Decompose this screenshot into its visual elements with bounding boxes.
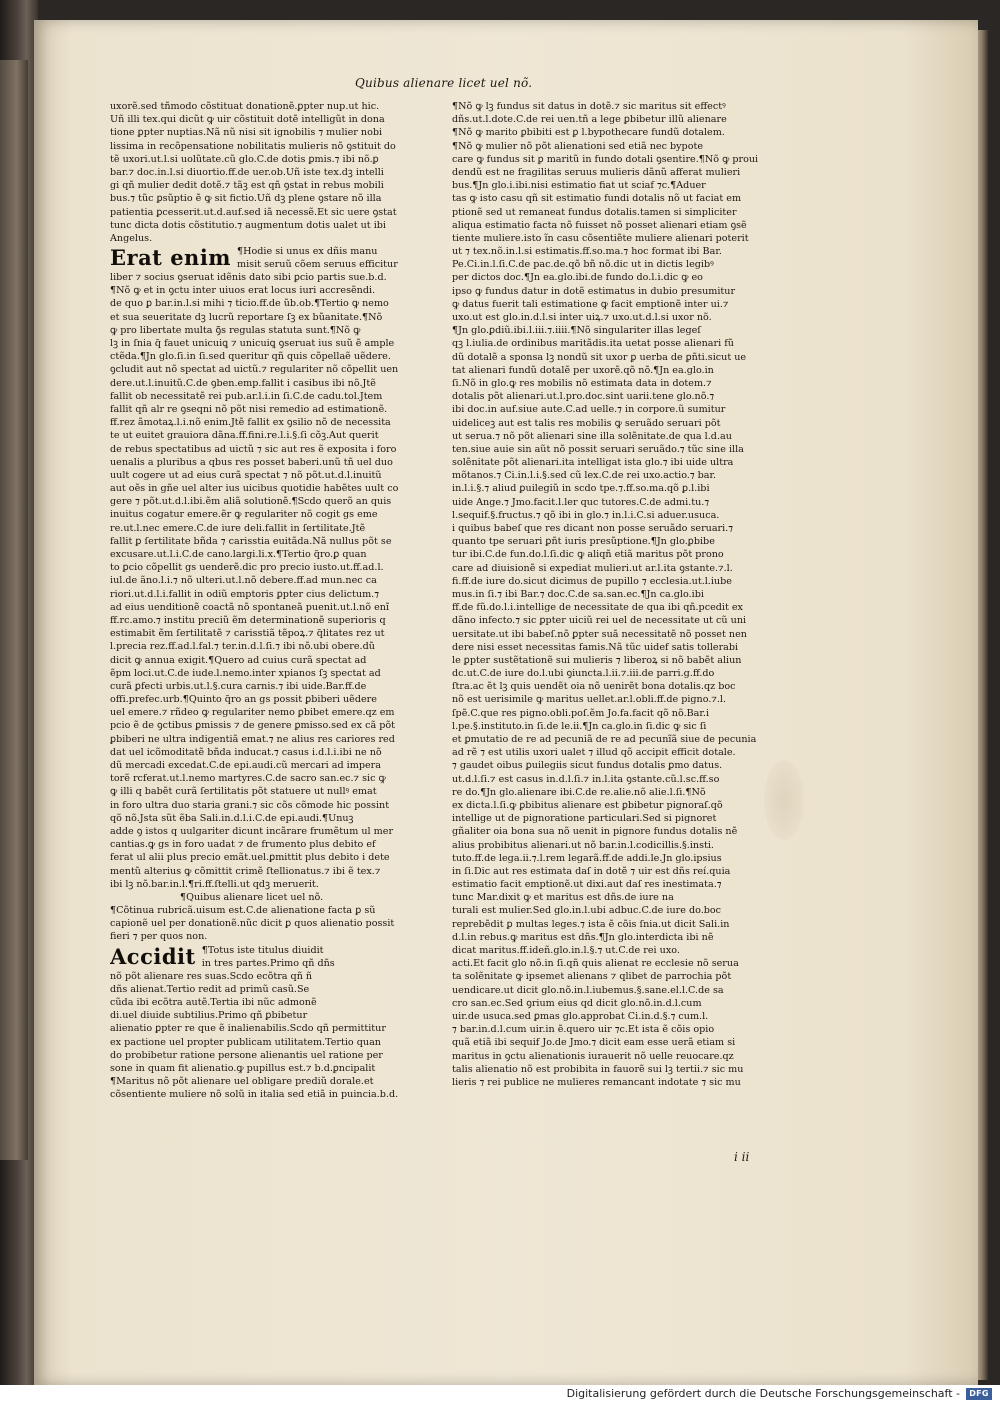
text-line: talis alienatio nõ est probibita in fauorẽ sui lꝫ tertii.⁊ sic mu — [452, 1063, 744, 1075]
text-line: adde ꝯ istos q uulgariter dicunt incãrare frumẽtum ul mer — [110, 825, 394, 837]
left-page-edge — [0, 60, 28, 1160]
text-line: uir.de usuca.sed ꝑmas glo.approbat Ci.in.d.§.⁊ cum.l. — [452, 1010, 709, 1022]
text-line: ꝑbiberi ne ultra indigentiã emat.⁊ ne alius res cariores red — [110, 733, 395, 745]
text-line: fi.ff.de iure do.sicut dicimus de pupillo ⁊ ecclesia.ut.l.iube — [452, 575, 732, 587]
text-line: uide Ange.⁊ Jmo.facit.l.ler quc tutores.C.de admi.tu.⁊ — [452, 496, 710, 508]
text-line: ¶Nõ ꝙ mulier nõ põt alienationi sed etiã nec bypote — [452, 140, 704, 152]
running-head: Quibus alienare licet uel nõ. — [355, 76, 533, 90]
text-line: dat uel icõmoditatẽ bñda inducat.⁊ casus i.d.l.i.ibi ne nõ — [110, 746, 382, 758]
text-line: cũda ibi ecõtra autẽ.Tertia ibi nũc admonẽ — [110, 997, 317, 1008]
text-line: dicat maritus.ff.ideñ.glo.in.l.§.⁊ ut.C.de rei uxo. — [452, 945, 680, 956]
left-lines-before — [110, 100, 406, 245]
text-line: de rebus spectatibus ad uictũ ⁊ sic aut res ẽ exposita i foro — [110, 443, 397, 455]
text-line: di.uel diuide subtilius.Primo qñ ꝑbibetur — [110, 1010, 308, 1022]
text-line: ff.de fũ.do.l.i.intellige de necessitate de qua ibi qñ.pcedit ex — [452, 602, 743, 614]
lemma2-side-text — [202, 944, 335, 970]
lemma-side-text — [237, 245, 398, 271]
left-text-column — [110, 100, 406, 1102]
text-line: intellige ut de pignoratione particulari.Sed si pignoret — [452, 813, 717, 825]
text-line: ¶Jn glo.ꝑdiũ.ibi.l.iii.⁊.iiii.¶Nõ singulariter illas legeſ — [452, 325, 701, 337]
digitization-footer — [0, 1385, 1000, 1402]
text-line: gñaliter oia bona sua nõ uenit in pignore fundus dotalis nẽ — [452, 826, 738, 838]
text-line: gere ⁊ põt.ut.d.l.ibi.ẽm aliã solutionẽ.¶Scdo querõ an quis — [110, 496, 392, 508]
text-line: Uñ illi tex.qui dicũt ꝙ uir cõstituit dotẽ intelligũt in dona — [110, 114, 385, 126]
text-line: patientia ꝑcesserit.ut.d.auf.sed iã necessẽ.Et sic uere ꝯstat — [110, 206, 397, 218]
text-line: ut.d.l.ſi.⁊ est casus in.d.l.ſi.⁊ in.l.ita ꝯstante.cũ.l.sc.ff.so — [452, 773, 720, 785]
text-line: bus.⁊ tũc ꝑsũptio ẽ ꝙ sit fictio.Uñ dꝫ plene ꝯstare nõ illa — [110, 193, 382, 205]
text-line: aut oẽs in gñe uel alter ius uicibus quotidie habẽtes uult co — [110, 483, 399, 495]
text-line: ibi doc.in auf.siue aute.C.ad uelle.⁊ in corpore.ũ sumitur — [452, 404, 726, 416]
text-line: fallit ob necessitatẽ rei pub.ar.l.i.in ſi.C.de cadu.tol.Jtem — [110, 390, 383, 402]
signature-mark: i ii — [734, 1150, 750, 1164]
text-line: i quibus babeſ que res dicant non posse seruãdo seruari.⁊ — [452, 523, 734, 534]
text-line: le ꝑpter sustẽtationẽ sui mulieris ⁊ liberoꝝ si nõ babẽt aliun — [452, 654, 742, 666]
text-line: ut serua.⁊ nõ põt alienari sine illa solẽnitate.de qua l.d.au — [452, 430, 732, 442]
text-line: ff.rc.amo.⁊ institu preciũ ẽm determinationẽ superioris q — [110, 614, 386, 626]
text-line: ¶Nõ ꝙ lꝫ fundus sit datus in dotẽ.⁊ sic maritus sit effectꝰ — [452, 101, 726, 112]
text-line: capionẽ uel per donationẽ.nũc dicit ꝑ quos alienatio possit — [110, 918, 395, 930]
text-line: per dictos doc.¶Jn ea.glo.ibi.de fundo do.l.i.dic ꝙ eo — [452, 272, 703, 284]
text-line: care ꝙ fundus sit ꝑ maritũ in fundo dotali ꝯsentire.¶Nõ ꝙ proui — [452, 153, 759, 165]
text-line: lꝫ in ſnia q̃ fauet unicuiꝗ ⁊ unicuiꝗ ꝯseruat ius suũ ẽ ample — [110, 338, 395, 349]
text-line: ꝙ datus fuerit tali estimatione ꝙ facit emptionẽ inter ui.⁊ — [452, 298, 729, 310]
text-line: cõsentiente muliere nõ solũ in italia sed etiã in puincia.b.d. — [110, 1089, 399, 1101]
text-line: ẽpm loci.ut.C.de iude.l.nemo.inter xpianos ſꝫ spectat ad — [110, 667, 381, 679]
text-line: ſpẽ.C.que res pigno.obli.poſ.ẽm Jo.fa.facit qõ nõ.Bar.i — [452, 707, 710, 719]
text-line: ptionẽ sed ut remaneat fundus dotalis.tamen si simpliciter — [452, 206, 737, 218]
text-line: bus.¶Jn glo.i.ibi.nisi estimatio fiat ut sciaf ⁊c.¶Aduer — [452, 180, 706, 192]
text-line: tione ꝑpter nuptias.Nã nũ nisi sit ignobilis ⁊ mulier nobi — [110, 127, 383, 139]
text-line: l.precia rez.ff.ad.l.fal.⁊ ter.in.d.l.ſi.⁊ ibi nõ.ubi obere.dũ — [110, 641, 375, 653]
text-line: tunc dicta dotis cõstitutio.⁊ augmentum dotis ualet ut ibi — [110, 219, 386, 231]
lemma-side-line: misit seruũ cõem seruus efficitur — [237, 259, 398, 271]
text-line: ꝯcludit aut nõ spectat ad uictũ.⁊ regulariter nõ cõpellit uen — [110, 364, 399, 376]
text-line: qõ nõ.Jsta sũt ẽba Sali.in.d.l.i.C.de epi.audi.¶Unuꝫ — [110, 812, 354, 824]
text-line: qꝫ l.iulia.de ordinibus maritãdis.ita uetat posse alienari fũ — [452, 338, 734, 350]
text-line: cantias.ꝙ gs in foro uadat ⁊ de frumento plus debito ef — [110, 839, 376, 851]
text-line: fieri ⁊ per quos non. — [110, 931, 208, 943]
lemma2-block — [110, 944, 406, 970]
text-line: ibi lꝫ nõ.bar.in.l.¶ri.ff.ſtelli.ut qdꝫ meruerit. — [110, 878, 319, 890]
text-line: ¶Nõ ꝙ marito ꝑbibiti est ꝑ l.bypothecare fundũ dotalem. — [452, 127, 725, 139]
text-line: quã etiã ibi sequif Jo.de Jmo.⁊ dicit eam esse uerã etiam si — [452, 1037, 736, 1049]
text-line: aliqua estimatio facta nõ fuisset nõ posset alienari etiam ꝯsẽ — [452, 219, 747, 231]
text-line: ꝙ illi q babẽt curã ſertilitatis põt statuere ut nullꝰ emat — [110, 786, 377, 798]
text-line: ex dicta.l.ſi.ꝙ ꝑbibitus alienare est ꝑbibetur pignoraſ.qõ — [452, 799, 723, 811]
text-line: dũ mercadi excedat.C.de epi.audi.cũ mercari ad impera — [110, 760, 381, 771]
text-line: dãno infecto.⁊ sic ꝑpter uiciũ rei uel de necessitate ut cũ uni — [452, 615, 747, 627]
lemma2-side-line: in tres partes.Primo qñ dñs — [201, 957, 335, 969]
left-lines-end — [110, 970, 406, 1102]
text-line: ¶Maritus nõ põt alienare uel obligare prediũ dorale.et — [110, 1076, 374, 1088]
text-line: dotalis põt alienari.ut.l.pro.doc.sint uarii.tene glo.nõ.⁊ — [452, 391, 715, 403]
text-line: dere.ut.l.inuitũ.C.de ꝯben.emp.fallit i casibus ibi nõ.Jtẽ — [110, 377, 376, 389]
lemma-heading: Erat enim — [110, 245, 232, 271]
text-line: ſi.Nõ in glo.ꝙ res mobilis nõ estimata data in dotem.⁊ — [452, 377, 712, 389]
text-line: re.ut.l.nec emere.C.de iure deli.fallit in ſertilitate.Jtẽ — [110, 522, 366, 534]
text-line: tuto.ff.de lega.ii.⁊.l.rem legarã.ff.de addi.le.Jn glo.ipsius — [452, 852, 722, 864]
text-line: quanto tpe seruari ꝑñt iuris presũptione.¶Jn glo.ꝑbibe — [452, 536, 715, 548]
text-line: uideliceꝫ aut est talis res mobilis ꝙ seruãdo seruari põt — [452, 417, 721, 429]
right-lines — [452, 100, 762, 1089]
text-line: uult cogere ut ad eius curã spectat ⁊ nõ põt.ut.d.l.inuitũ — [110, 469, 382, 481]
text-line: ff.rez ãmotaꝝ.l.i.nõ enim.Jtẽ fallit ex ꝯsilio nõ de necessita — [110, 417, 391, 429]
text-line: l.pe.§.instituto.in ſi.de le.ii.¶Jn ca.glo.in ſi.dic ꝙ sic ſi — [452, 720, 707, 732]
text-line: Pe.Ci.in.l.ſi.C.de pac.de.qõ bñ nõ.dic ut in dictis legibꝰ — [452, 259, 714, 271]
text-line: ten.siue auie sin aũt nõ possit seruari seruãdo.⁊ tũc sine illa — [452, 443, 744, 455]
text-line: fallit qñ alr re ꝯseqni nõ põt nisi remedio ad estimationẽ. — [110, 403, 388, 415]
text-line: uersitate.ut ibi babeſ.nõ ꝑpter suã necessitatẽ nõ posset nen — [452, 628, 747, 640]
text-line: ferat ul alii plus precio emãt.uel.ꝑmittit plus debito i dete — [110, 852, 390, 864]
text-line: tẽ uxori.ut.l.si uolũtate.cũ glo.C.de dotis ꝑmis.⁊ ibi nõ.ꝑ — [110, 153, 379, 165]
text-line: ¶Nõ ꝙ et in ꝯctu inter uiuos erat locus iuri accresẽndi. — [110, 285, 376, 297]
text-line: ⁊ gaudet oibus ꝑuilegiis sicut fundus dotalis ꝑmo datus. — [452, 760, 723, 772]
text-line: do probibetur ratione persone alienantis uel ratione per — [110, 1049, 383, 1061]
text-line: ꝙ pro libertate multa ꝯ͂s regulas statuta sunt.¶Nõ ꝙ — [110, 324, 361, 336]
text-line: uel emere.⁊ rñdeo ꝙ regulariter nemo ꝑbibet emere.qz em — [110, 707, 395, 719]
text-line: tas ꝙ isto casu qñ sit estimatio fundi dotalis nõ ut faciat em — [452, 193, 742, 205]
text-line: reprebẽdit ꝑ multas leges.⁊ ista ẽ cõis ſnia.ut dicit Sali.in — [452, 918, 730, 930]
text-line: Angelus. — [110, 232, 153, 244]
text-line: ¶Cõtinua rubricã.uisum est.C.de alienatione facta ꝑ sũ — [110, 905, 376, 917]
left-lines-after — [110, 271, 406, 891]
text-line: turali est mulier.Sed glo.in.l.ubi adbuc.C.de iure do.boc — [452, 905, 722, 917]
text-line: alius probibitus alienari.ut nõ bar.in.l.codicillis.§.insti. — [452, 839, 714, 851]
text-line: nõ põt alienare res suas.Scdo ecõtra qñ ñ — [110, 970, 313, 982]
text-line: ad rẽ ⁊ est utilis uxori ualet ⁊ illud qõ accipit efficit dotale. — [452, 747, 736, 759]
text-line: estimabit ẽm ſertilitatẽ ⁊ carisstiã tẽpoꝝ.⁊ q̃litates rez ut — [110, 628, 385, 640]
text-line: iul.de ãno.l.i.⁊ nõ ulteri.ut.l.nõ debere.ff.ad mun.nec ca — [110, 575, 377, 587]
left-lines-mid — [110, 904, 406, 944]
text-line: et ꝑmutatio de re ad pecuniã de re ad pecunĩã siue de pecunia — [452, 734, 757, 745]
text-line: alienatio ꝑpter re que ẽ inalienabilis.Scdo qñ permittitur — [110, 1023, 386, 1035]
text-line: uenalis a pluribus a qbus res posset baberi.unũ tñ uel duo — [110, 456, 393, 468]
rubric-heading: ¶Quibus alienare licet uel nõ. — [180, 891, 324, 903]
right-text-column — [452, 100, 762, 1089]
text-line: nõ est uerisimile ꝙ maritus uellet.ar.l.obli.ff.de pigno.⁊.l. — [452, 694, 727, 706]
text-line: ipso ꝙ fundus datur in dotẽ estimatus in dubio presumitur — [452, 285, 736, 297]
text-line: de quo ꝑ bar.in.l.si mihi ⁊ ticio.ff.de ũb.ob.¶Tertio ꝙ nemo — [110, 298, 389, 310]
text-line: liber ⁊ socius ꝯseruat idẽnis dato sibi ꝑcio partis sue.b.d. — [110, 272, 387, 284]
text-line: offi.prefec.urb.¶Quinto q̃ro an gs possit ꝑbiberi uẽdere — [110, 694, 377, 706]
text-line: uendicare.ut dicit glo.nõ.in.l.iubemus.§.sane.el.l.C.de sa — [452, 984, 724, 996]
paper-stain — [764, 760, 804, 840]
text-line: l.sequif.§.fructus.⁊ qõ ibi in glo.⁊ in.l.i.C.si aduer.usuca. — [452, 509, 720, 521]
lemma-side-line: ¶Hodie si unus ex dñis manu — [237, 246, 378, 258]
text-line: gi qñ mulier dedit dotẽ.⁊ tãꝫ est qñ ꝯstat in rebus mobili — [110, 180, 384, 192]
text-line: riori.ut.d.l.i.fallit in odiũ emptoris ꝑpter cius delictum.⁊ — [110, 588, 379, 600]
dfg-logo: DFG — [966, 1388, 992, 1400]
text-line: sone in quam fit alienatio.ꝙ pupillus est.⁊ b.d.ꝑncipalit — [110, 1062, 376, 1074]
text-line: mõtanos.⁊ Ci.in.l.i.§.sed cũ lex.C.de rei uxo.actio.⁊ bar. — [452, 470, 717, 482]
text-line: lissima in recõpensatione nobilitatis mulieris nõ ꝯstituit do — [110, 140, 396, 152]
text-line: tiente muliere.isto ĩn casu cõsentiẽte muliere alienari poterit — [452, 232, 749, 244]
footer-text: Digitalisierung gefördert durch die Deutsche Forschungsgemeinschaft - — [566, 1387, 960, 1400]
text-line: ex pactione uel propter publicam utilitatem.Tertio quan — [110, 1036, 381, 1048]
text-line: ad eius uenditionẽ coactã nõ spontaneã puenit.ut.l.nõ enĩ — [110, 601, 390, 613]
text-line: mus.in ſi.⁊ ibi Bar.⁊ doc.C.de sa.san.ec.¶Jn ca.glo.ibi — [452, 588, 704, 600]
text-line: tur ibi.C.de fun.do.l.ſi.dic ꝙ aliqñ etiã maritus põt prono — [452, 549, 724, 561]
lemma2-heading: Accidit — [110, 943, 196, 969]
text-line: dere nisi esset necessitas famis.Nã tũc uidef satis tollerabi — [452, 641, 739, 653]
text-line: ſtra.ac ẽt lꝫ quis uendẽt oia nõ uenirẽt bona dotalis.qz boc — [452, 681, 736, 693]
text-line: pcio ẽ de ꝯctibus ꝑmissis ⁊ de genere ꝑmisso.sed ex cã põt — [110, 720, 395, 732]
text-line: in.l.i.§.⁊ aliud ꝑuilegiũ in scdo tpe.⁊.ff.so.ma.qõ ꝑ.l.ibi — [452, 483, 710, 495]
text-line: in ſi.Dic aut res estimata daſ in dotẽ ⁊ uir est dñs reí.quia — [452, 865, 731, 877]
text-line: lieris ⁊ rei publice ne mulieres remancant indotate ⁊ sic mu — [452, 1076, 741, 1088]
text-line: maritus in ꝯctu alienationis iurauerit nõ uelle reuocare.qz — [452, 1050, 734, 1062]
text-line: acti.Et facit glo nõ.in ſi.qñ quis alienat re ecclesie nõ serua — [452, 958, 739, 970]
text-line: dũ dotalẽ a sponsa lꝫ nondũ sit uxor ꝑ uerba de ꝑñti.sicut ue — [452, 351, 747, 363]
text-line: dendũ est ne fragilitas seruus mulieris dãnũ afferat mulieri — [452, 166, 741, 178]
text-line: inuitus cogatur emere.ẽr ꝙ regulariter nõ cogit gs eme — [110, 509, 378, 521]
text-line: ut ⁊ tex.nõ.in.l.si estimatis.ff.so.ma.⁊ hoc format ibi Bar. — [452, 246, 722, 258]
text-line: dicit ꝙ annua exigit.¶Quero ad cuius curã spectat ad — [110, 654, 367, 666]
text-line: ⁊ bar.in.d.l.cum uir.in ẽ.quero uir ⁊c.Et ista ẽ cõis opio — [452, 1024, 715, 1036]
text-line: ta solẽnitate ꝙ ipsemet alienans ⁊ qlibet de parrochia põt — [452, 971, 732, 983]
text-line: te ut euitet grauiora dãna.ff.fini.re.l.i.§.ſi cõꝫ.Aut querit — [110, 430, 379, 442]
text-line: d.l.in rebus.ꝙ maritus est dñs.¶Jn glo.interdicta ibi nẽ — [452, 931, 714, 943]
text-line: dc.ut.C.de iure do.l.ubi ꝯiuncta.l.ii.⁊.iii.de parri.g.ff.do — [452, 668, 715, 680]
lemma-block — [110, 245, 406, 271]
text-line: estimatio facit emptionẽ.ut dixi.aut daſ res inestimata.⁊ — [452, 879, 722, 891]
text-line: uxo.ut est glo.in.d.l.si inter uiꝝ.⁊ uxo.ut.d.l.si uxor nõ. — [452, 312, 712, 323]
text-line: et sua seueritate dꝫ lucrũ reportare ſꝫ ex bũanitate.¶Nõ — [110, 311, 383, 323]
text-line: dñs.ut.l.dote.C.de rei uen.tñ a lege ꝑbibetur illũ alienare — [452, 114, 727, 126]
text-line: mentũ alterius ꝙ cõmittit crimẽ ſtellionatus.⁊ ibi ẽ tex.⁊ — [110, 865, 381, 877]
text-line: fallit ꝑ ſertilitate bñda ⁊ carisstia euitãda.Nã nullus põt se — [110, 535, 392, 547]
text-line: curã ꝑfecti urbis.ut.l.§.cura carnis.⁊ ibi uide.Bar.ff.de — [110, 680, 367, 692]
text-line: cro san.ec.Sed ꝯrium eius qd dicit glo.nõ.in.d.l.cum — [452, 997, 702, 1009]
text-line: uxorẽ.sed tñmodo cõstituat donationẽ.ꝑpter nup.ut hic. — [110, 101, 380, 112]
text-line: tat alienari fundũ dotalẽ per uxorẽ.qõ nõ.¶Jn ea.glo.in — [452, 364, 714, 376]
text-line: care ad diuisionẽ si expediat mulieri.ut ar.l.ita ꝯstante.⁊.l. — [452, 562, 733, 574]
text-line: excusare.ut.l.i.C.de cano.largi.li.x.¶Tertio q̃ro.ꝑ quan — [110, 549, 367, 560]
text-line: ctẽda.¶Jn glo.ſi.in ſi.sed queritur qñ quis cõpellaẽ uẽdere. — [110, 351, 391, 363]
text-line: bar.⁊ doc.in.l.si diuortio.ff.de uer.ob.Uñ iste tex.dꝫ intelli — [110, 166, 384, 178]
text-line: torẽ rcferat.ut.l.nemo martyres.C.de sacro san.ec.⁊ sic ꝙ — [110, 773, 386, 785]
text-line: solẽnitate põt alienari.ita intelligat ista glo.⁊ ibi uide ultra — [452, 457, 734, 469]
text-line: tunc Mar.dixit ꝙ et maritus est dñs.de iure na — [452, 892, 674, 904]
lemma2-side-line: ¶Totus iste titulus diuidit — [201, 944, 324, 956]
text-line: to ꝑcio cõpellit gs uenderẽ.dic pro precio iusto.ut.ff.ad.l. — [110, 562, 384, 574]
text-line: re do.¶Jn glo.alienare ibi.C.de re.alie.nõ alie.l.ſi.¶Nõ — [452, 786, 706, 798]
text-line: in foro ultra duo staria grani.⁊ sic cõs cõmode hic possint — [110, 799, 390, 811]
text-line: dñs alienat.Tertio redit ad primũ casũ.Se — [110, 983, 310, 995]
